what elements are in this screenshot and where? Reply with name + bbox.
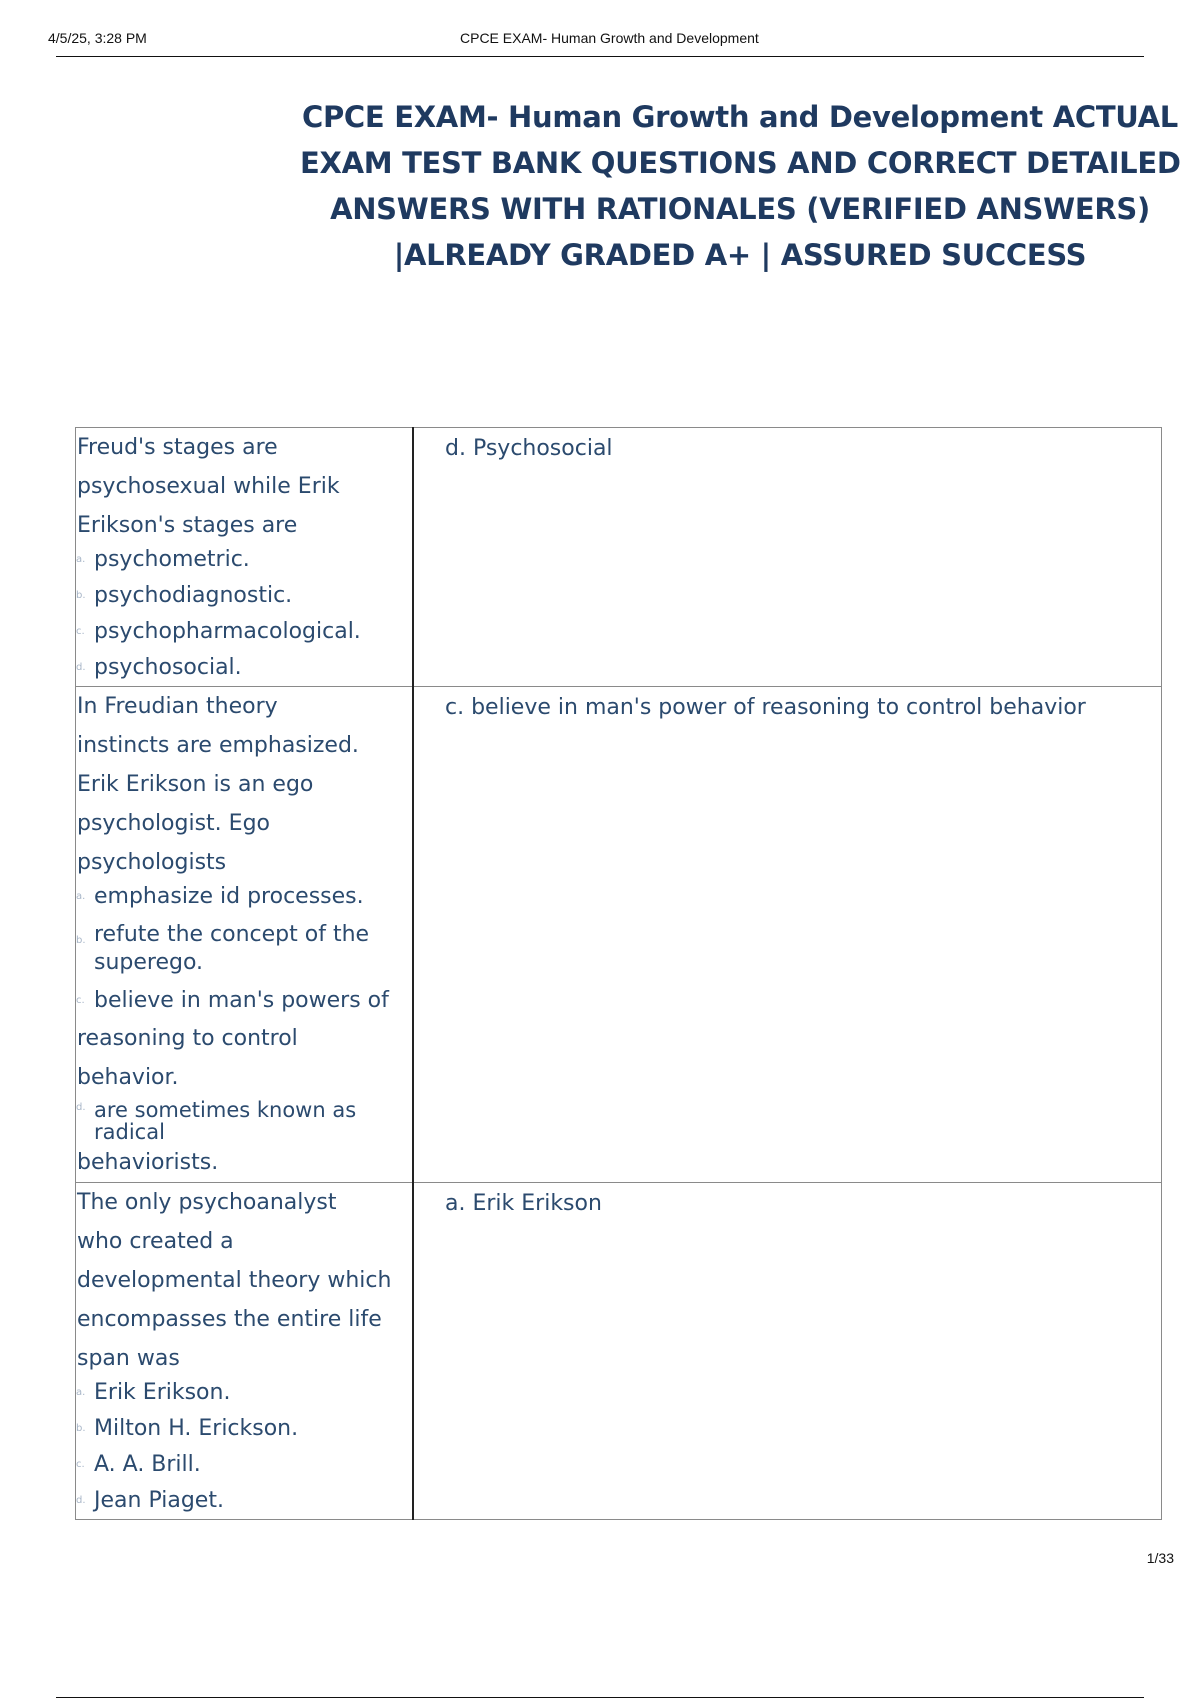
answer-text: a. Erik Erikson (445, 1191, 602, 1216)
option-letter: c. (76, 626, 85, 637)
option-text: Milton H. Erickson. (94, 1416, 299, 1441)
qa-table (75, 427, 1162, 1520)
option-text: refute the concept of the superego. (94, 922, 370, 975)
option-text: Jean Piaget. (94, 1488, 224, 1513)
title-line: CPCE EXAM- Human Growth and Development ACTUAL (302, 100, 1178, 134)
print-page-title: CPCE EXAM- Human Growth and Development (460, 30, 759, 46)
question-cell (76, 428, 414, 687)
option-d (76, 650, 412, 686)
question-line: Erikson's stages are (77, 513, 298, 538)
title-line: |ALREADY GRADED A+ | ASSURED SUCCESS (393, 238, 1087, 272)
answer-text: d. Psychosocial (445, 436, 613, 461)
table-row (76, 1183, 1162, 1520)
question-line: psychologists (77, 850, 227, 875)
question-line: In Freudian theory (77, 694, 278, 719)
document-title (300, 94, 1180, 278)
option-d (76, 1097, 412, 1143)
option-letter: d. (76, 662, 86, 673)
option-continuation: reasoning to control (77, 1026, 298, 1051)
option-b (76, 1411, 412, 1447)
question-line: psychosexual while Erik (77, 474, 340, 499)
option-c (76, 614, 412, 650)
question-cell (76, 687, 414, 1183)
option-letter: a. (76, 891, 86, 902)
option-letter: a. (76, 554, 86, 565)
option-text: believe in man's powers of (94, 988, 389, 1013)
option-text: are sometimes known as radical (94, 1098, 357, 1144)
option-letter: b. (76, 590, 86, 601)
option-d (76, 1483, 412, 1519)
option-text: psychosocial. (94, 655, 242, 680)
question-line: Erik Erikson is an ego (77, 772, 314, 797)
title-line: EXAM TEST BANK QUESTIONS AND CORRECT DETAILED (300, 146, 1181, 180)
option-letter: b. (76, 935, 86, 946)
question-line: who created a (77, 1229, 234, 1254)
option-a (76, 1375, 412, 1411)
question-line: developmental theory which (77, 1268, 392, 1293)
option-a (76, 542, 412, 578)
option-letter: c. (76, 995, 85, 1006)
option-text: emphasize id processes. (94, 884, 364, 909)
question-line: The only psychoanalyst (77, 1190, 337, 1215)
option-text: psychometric. (94, 547, 250, 572)
header-divider (56, 56, 1144, 57)
option-text: psychopharmacological. (94, 619, 361, 644)
page-number: 1/33 (1146, 1550, 1174, 1566)
option-text: psychodiagnostic. (94, 583, 293, 608)
option-c (76, 1447, 412, 1483)
option-letter: a. (76, 1387, 86, 1398)
print-header (48, 30, 1144, 56)
option-b (76, 921, 412, 977)
question-line: instincts are emphasized. (77, 733, 359, 758)
question-line: Freud's stages are (77, 435, 278, 460)
table-row (76, 428, 1162, 687)
question-line: psychologist. Ego (77, 811, 270, 836)
question-line: span was (77, 1346, 180, 1371)
answer-text: c. believe in man's power of reasoning to control behavior (445, 695, 1086, 720)
option-a (76, 879, 412, 915)
answer-cell (413, 428, 1162, 687)
option-c (76, 983, 412, 1019)
option-text: A. A. Brill. (94, 1452, 201, 1477)
footer-divider (56, 1697, 1144, 1698)
option-letter: d. (76, 1102, 86, 1113)
answer-cell (413, 1183, 1162, 1520)
option-text: Erik Erikson. (94, 1380, 231, 1405)
option-letter: c. (76, 1459, 85, 1470)
question-cell (76, 1183, 414, 1520)
print-datetime: 4/5/25, 3:28 PM (48, 30, 147, 46)
option-continuation: behavior. (77, 1065, 179, 1090)
option-b (76, 578, 412, 614)
table-row (76, 687, 1162, 1183)
title-line: ANSWERS WITH RATIONALES (VERIFIED ANSWERS) (330, 192, 1150, 226)
option-letter: b. (76, 1423, 86, 1434)
option-continuation: behaviorists. (77, 1150, 219, 1175)
option-letter: d. (76, 1495, 86, 1506)
answer-cell (413, 687, 1162, 1183)
question-line: encompasses the entire life (77, 1307, 382, 1332)
